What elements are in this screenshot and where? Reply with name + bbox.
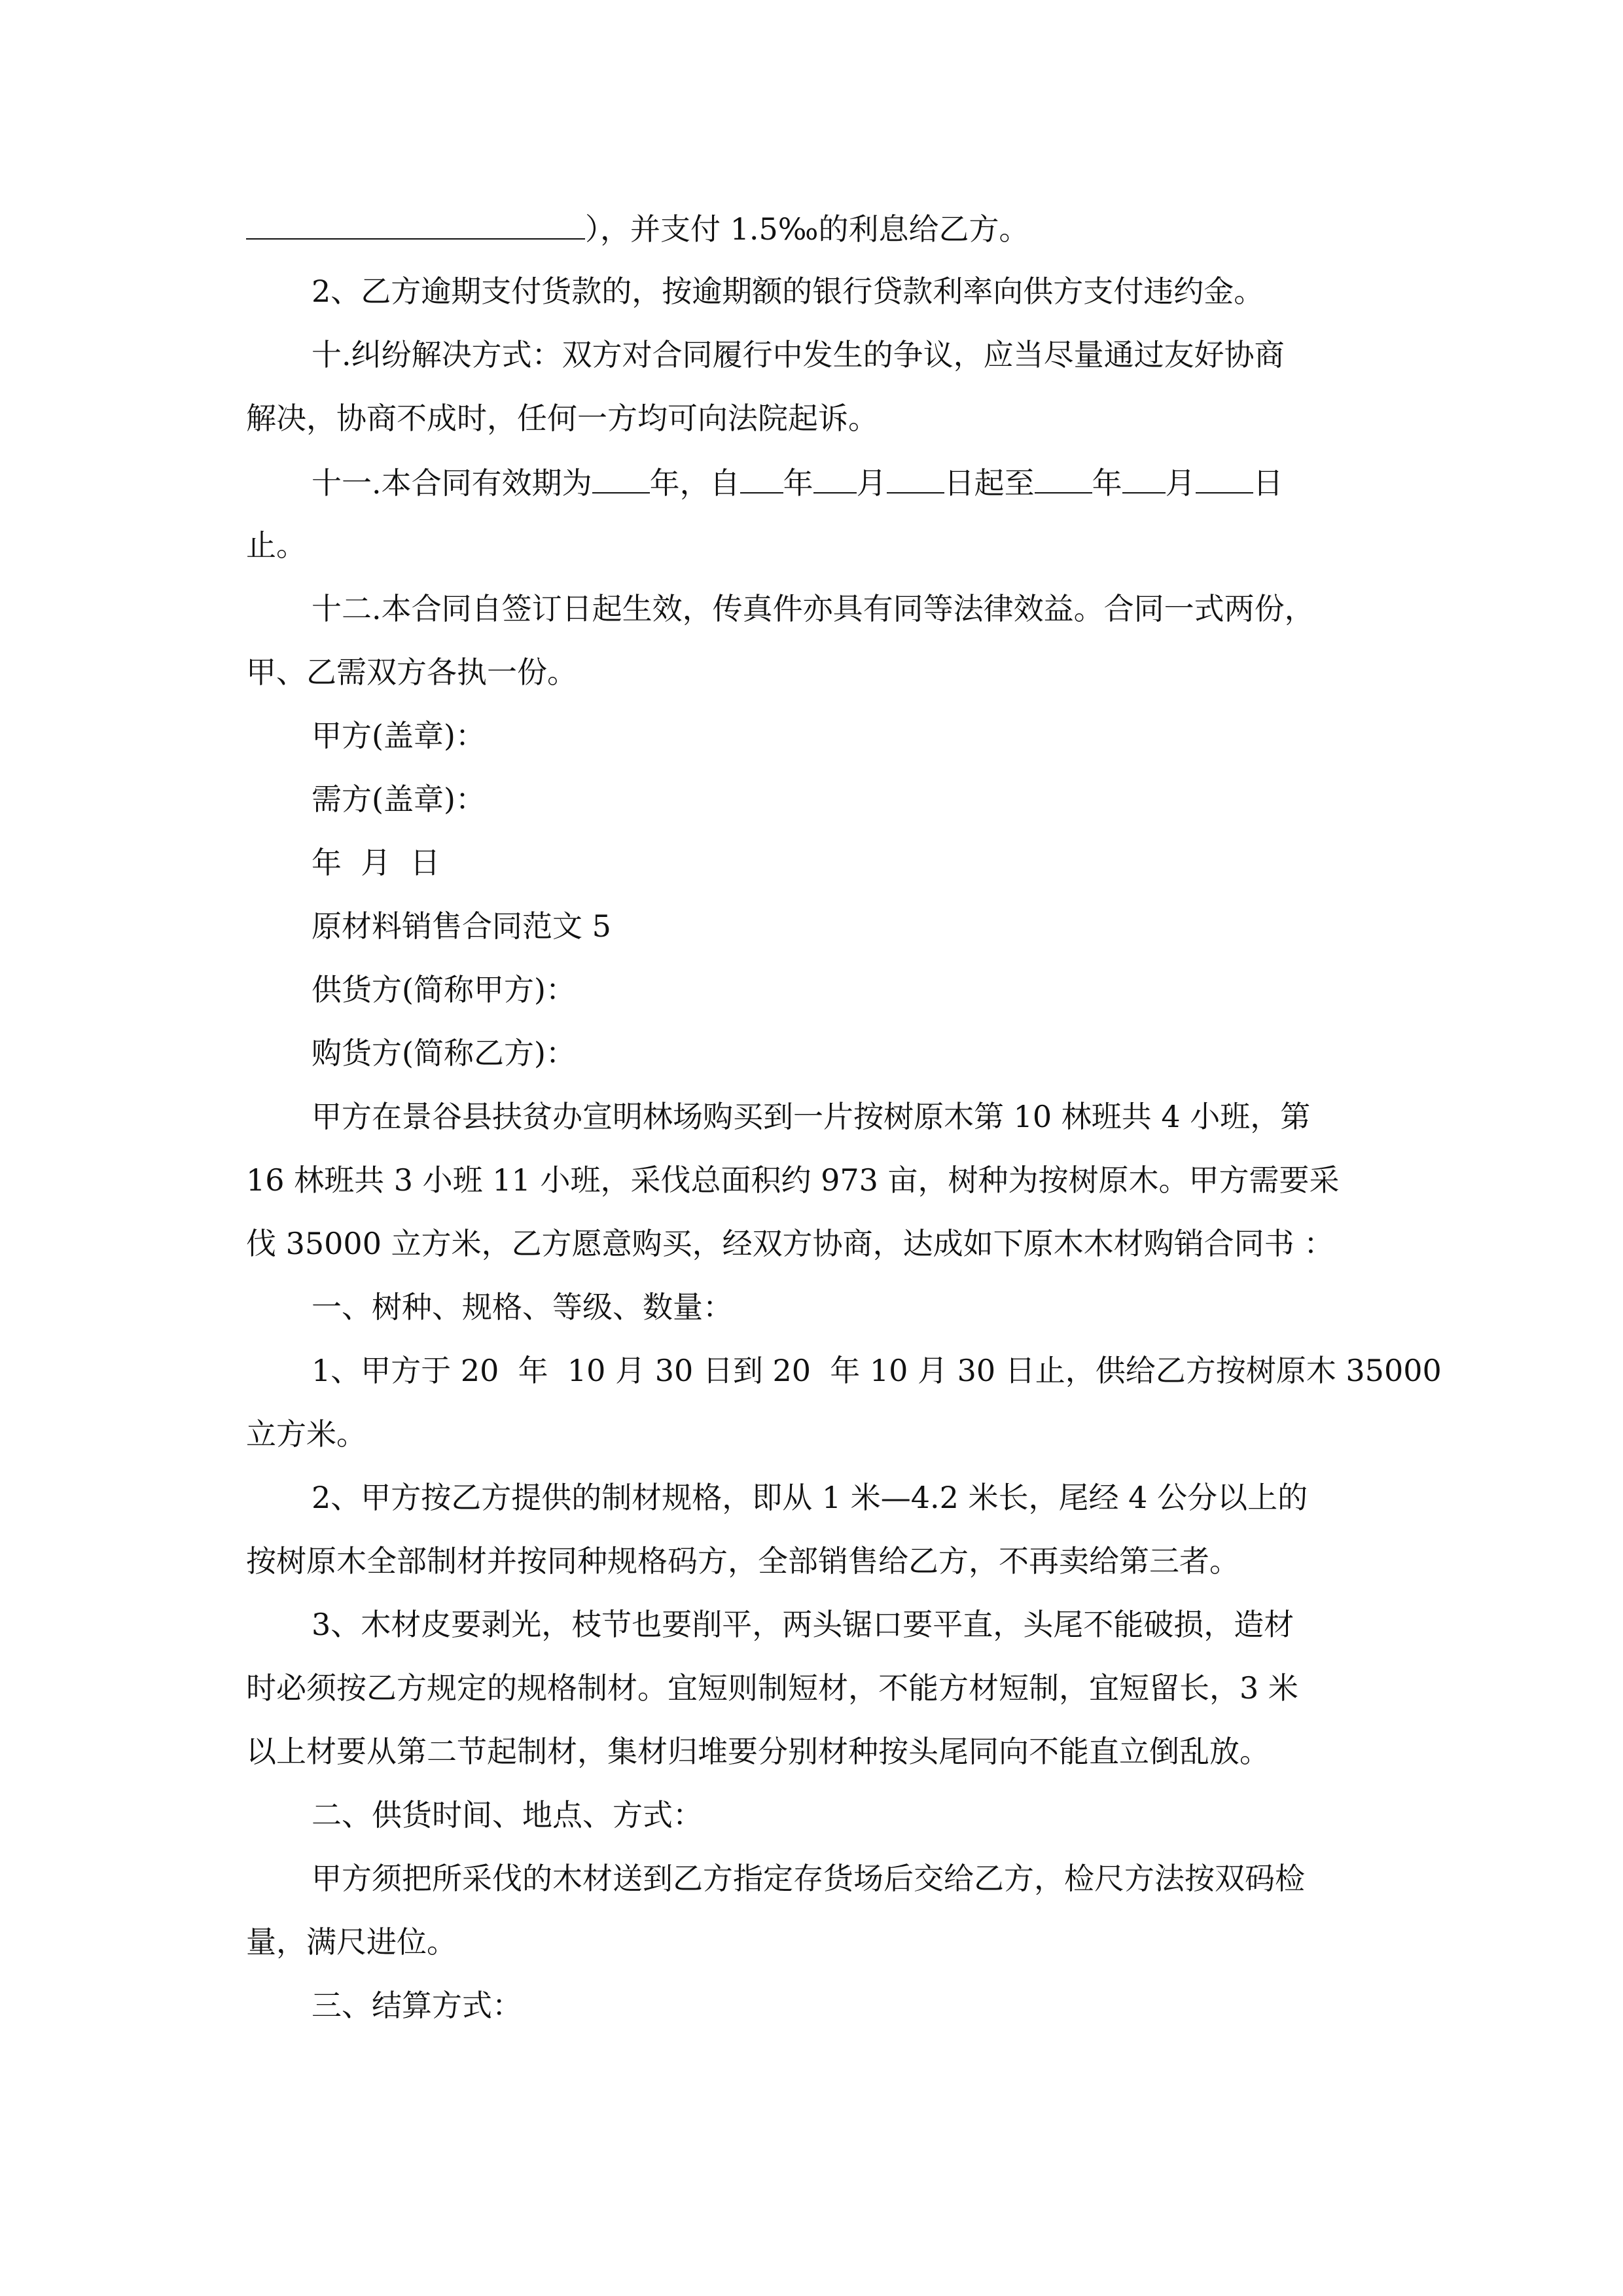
text-line bbox=[246, 208, 1029, 247]
text-line: 以上材要从第二节起制材，集材归堆要分别材种按头尾同向不能直立倒乱放。 bbox=[246, 1734, 1270, 1769]
fill-in-blank bbox=[1196, 462, 1253, 493]
text-line: 1、甲方于 20 年 10 月 30 日到 20 年 10 月 30 日止，供给乙方按树原木 35000 bbox=[312, 1353, 1442, 1388]
fill-in-blank bbox=[740, 462, 783, 493]
text-line: 量，满尺进位。 bbox=[246, 1924, 457, 1960]
validity-period-line: 十一.本合同有效期为 年，自 年 月 日起至 年 月 日 bbox=[312, 462, 1283, 501]
text-line: 甲方须把所采伐的木材送到乙方指定存货场后交给乙方，检尺方法按双码检 bbox=[312, 1861, 1305, 1896]
text-line: 按树原木全部制材并按同种规格码方，全部销售给乙方，不再卖给第三者。 bbox=[246, 1543, 1240, 1579]
text-line: 16 林班共 3 小班 11 小班，采伐总面积约 973 亩，树种为按树原木。甲方需要采 bbox=[246, 1162, 1340, 1198]
purchaser-label: 购货方(简称乙方)： bbox=[312, 1035, 576, 1071]
date-label: 年 月 日 bbox=[312, 845, 440, 880]
text-line: 2、乙方逾期支付货款的，按逾期额的银行贷款利率向供方支付违约金。 bbox=[312, 274, 1264, 309]
line-text: ），并支付 1.5‰的利息给乙方。 bbox=[585, 211, 1029, 247]
text-line: 甲、乙需双方各执一份。 bbox=[246, 655, 577, 690]
fill-in-blank bbox=[1122, 462, 1166, 493]
text-line: 伐 35000 立方米，乙方愿意购买，经双方协商，达成如下原木木材购销合同书 ： bbox=[246, 1226, 1334, 1261]
fill-in-blank bbox=[887, 462, 944, 493]
text-line: 3、木材皮要剥光，枝节也要削平，两头锯口要平直，头尾不能破损，造材 bbox=[312, 1607, 1294, 1642]
text-line: 甲方在景谷县扶贫办宣明林场购买到一片按树原木第 10 林班共 4 小班，第 bbox=[312, 1099, 1311, 1134]
supplier-label: 供货方(简称甲方)： bbox=[312, 972, 576, 1007]
text-line: 时必须按乙方规定的规格制材。宜短则制短材，不能方材短制，宜短留长，3 米 bbox=[246, 1670, 1298, 1706]
text-line: 2、甲方按乙方提供的制材规格，即从 1 米—4.2 米长，尾经 4 公分以上的 bbox=[312, 1480, 1308, 1515]
buyer-seal-label: 需方(盖章)： bbox=[312, 781, 486, 817]
fill-in-blank bbox=[592, 462, 650, 493]
section-heading-delivery: 二、供货时间、地点、方式： bbox=[312, 1797, 703, 1833]
section-heading-species: 一、树种、规格、等级、数量： bbox=[312, 1289, 733, 1325]
text-line: 止。 bbox=[246, 528, 306, 563]
fill-in-blank bbox=[246, 208, 585, 240]
section-heading-dispute: 十.纠纷解决方式：双方对合同履行中发生的争议，应当尽量通过友好协商 bbox=[312, 337, 1285, 372]
text-line: 立方米。 bbox=[246, 1416, 366, 1452]
fill-in-blank bbox=[1035, 462, 1092, 493]
text-line: 解决，协商不成时，任何一方均可向法院起诉。 bbox=[246, 401, 878, 436]
contract-title: 原材料销售合同范文 5 bbox=[312, 908, 611, 944]
fill-in-blank bbox=[813, 462, 857, 493]
party-a-seal-label: 甲方(盖章)： bbox=[312, 718, 486, 753]
section-heading-settlement: 三、结算方式： bbox=[312, 1988, 522, 2023]
text-line: 十二.本合同自签订日起生效，传真件亦具有同等法律效益。合同一式两份， bbox=[312, 591, 1315, 626]
